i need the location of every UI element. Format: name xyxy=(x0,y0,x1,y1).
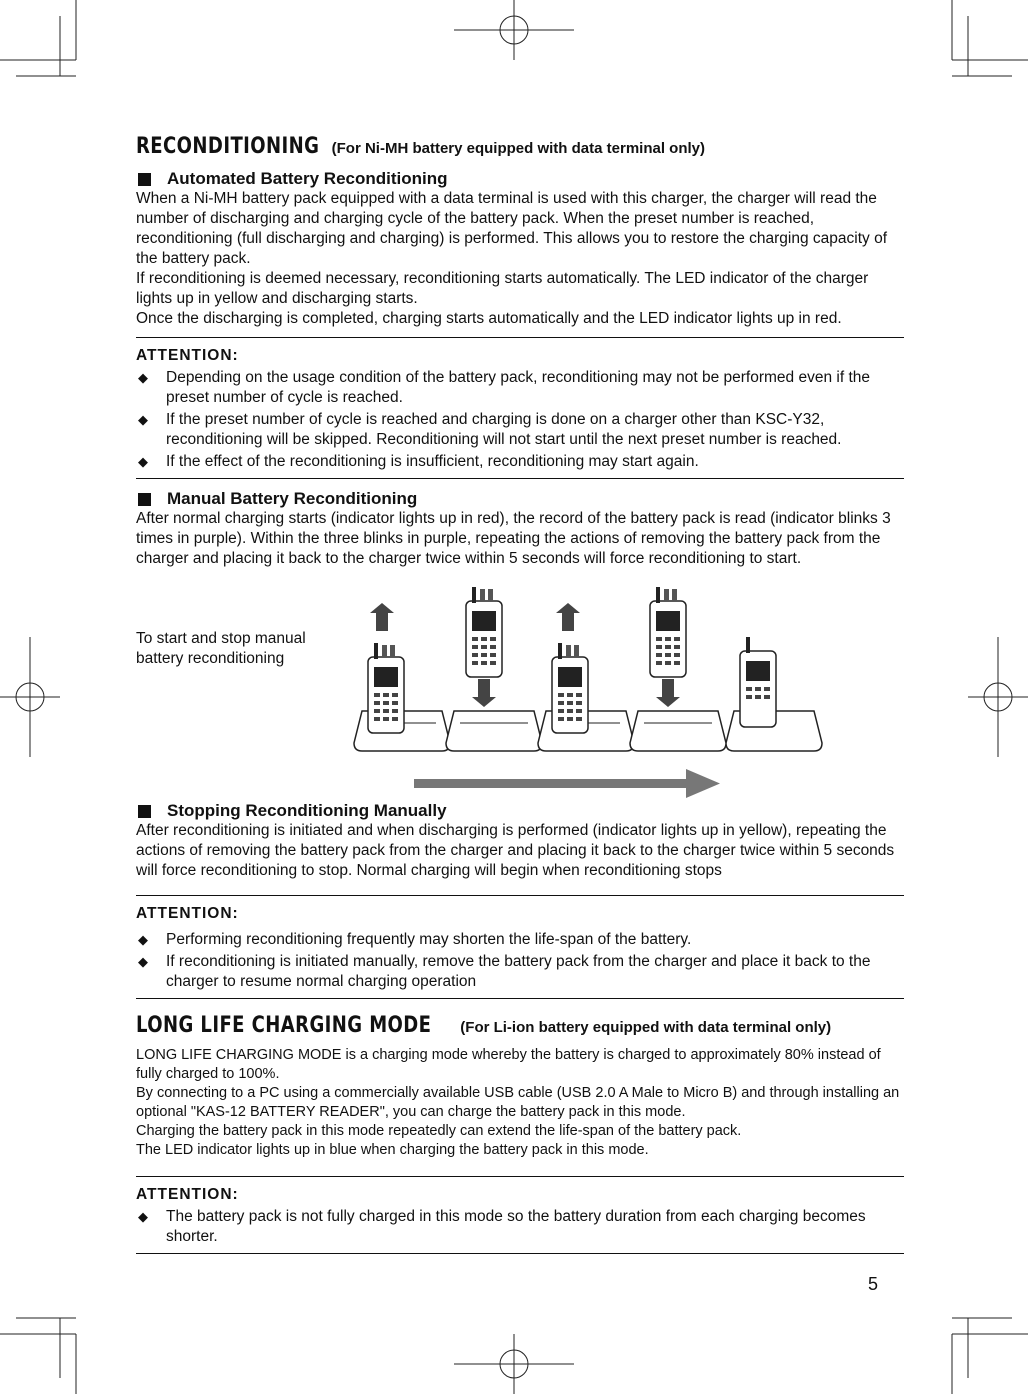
charger-cradle xyxy=(630,711,726,751)
attention-item: ◆ If the effect of the reconditioning is insufficient, reconditioning may start again. xyxy=(138,453,699,470)
diamond-bullet-icon: ◆ xyxy=(138,454,148,469)
paragraph: If reconditioning is deemed necessary, reconditioning starts automatically. The LED indicator of the charger lights up in yellow and discharging starts. xyxy=(136,270,869,307)
up-arrow-icon xyxy=(370,603,394,631)
attention-item: ◆ If reconditioning is initiated manually, remove the battery pack from the charger and place it back to the charger to resume normal charging operation xyxy=(138,953,871,990)
attention-title: ATTENTION: xyxy=(136,905,239,922)
charger-cradle xyxy=(446,711,542,751)
attention-title: ATTENTION: xyxy=(136,347,239,364)
square-bullet-icon xyxy=(138,173,151,186)
final-charger-illustration xyxy=(726,581,826,761)
attention-item: ◆ Depending on the usage condition of the battery pack, reconditioning may not be performed even if the preset number of cycle is reached. xyxy=(138,369,870,406)
section-title: LONG LIFE CHARGING MODE xyxy=(136,1013,432,1038)
automated-heading: Automated Battery Reconditioning xyxy=(136,169,904,189)
diamond-bullet-icon: ◆ xyxy=(138,932,148,947)
long-life-body xyxy=(136,1046,904,1160)
page-number: 5 xyxy=(868,1274,879,1294)
square-bullet-icon xyxy=(138,493,151,506)
paragraph: After reconditioning is initiated and when discharging is performed (indicator lights up in yellow), repeating the actions of removing the battery pack from the charger and placing it back to the charger twice within 5 seconds will force reconditioning to stop. Normal charging will begin when reconditioning stops xyxy=(136,822,895,879)
paragraph: LONG LIFE CHARGING MODE is a charging mode whereby the battery is charged to approximately 80% instead of fully charged to 100%. xyxy=(136,1047,881,1082)
diamond-bullet-icon: ◆ xyxy=(138,412,148,427)
paragraph: After normal charging starts (indicator lights up in red), the record of the battery pack is read (indicator blinks 3 times in purple). Within the three blinks in purple, repeating the actions of removing the battery pack from the charger and placing it back to the charger twice within 5 seconds will force reconditioning to start. xyxy=(136,510,891,567)
long-life-title xyxy=(136,1013,904,1038)
up-arrow-icon xyxy=(556,603,580,631)
attention-item: ◆ If the preset number of cycle is reached and charging is done on a charger other than KSC-Y32, reconditioning will be skipped. Reconditioning will not start until the next preset number is reached. xyxy=(138,411,842,448)
paragraph: Once the discharging is completed, charging starts automatically and the LED indicator lights up in red. xyxy=(136,310,842,327)
reconditioning-figure xyxy=(136,581,904,801)
attention-box xyxy=(136,895,904,999)
radio xyxy=(650,587,686,677)
diamond-bullet-icon: ◆ xyxy=(138,1209,148,1224)
attention-item: ◆ The battery pack is not fully charged in this mode so the battery duration from each charging becomes shorter. xyxy=(138,1208,866,1245)
attention-item: ◆ Performing reconditioning frequently may shorten the life-span of the battery. xyxy=(138,931,692,948)
paragraph: The LED indicator lights up in blue when charging the battery pack in this mode. xyxy=(136,1142,649,1158)
paragraph: Charging the battery pack in this mode repeatedly can extend the life-span of the battery pack. xyxy=(136,1123,742,1139)
progress-arrow-icon xyxy=(414,769,724,799)
radio xyxy=(466,587,502,677)
paragraph: When a Ni-MH battery pack equipped with a data terminal is used with this charger, the charger will read the number of discharging and charging cycle of the battery pack. When the preset number is reached, reconditioning (full discharging and charging) is performed. This allows you to restore the charging capacity of the battery pack. xyxy=(136,190,888,267)
radio xyxy=(368,643,404,733)
attention-box xyxy=(136,1176,904,1254)
page-content xyxy=(136,134,904,1254)
section-subtitle: (For Li-ion battery equipped with data terminal only) xyxy=(460,1019,832,1036)
attention-box xyxy=(136,337,904,479)
down-arrow-icon xyxy=(472,679,496,707)
figure-caption: To start and stop manual battery reconditioning xyxy=(136,630,306,667)
down-arrow-icon xyxy=(656,679,680,707)
square-bullet-icon xyxy=(138,805,151,818)
section-title: RECONDITIONING xyxy=(136,134,320,159)
stopping-heading: Stopping Reconditioning Manually xyxy=(136,801,904,821)
attention-title: ATTENTION: xyxy=(136,1186,239,1203)
charger-sequence-illustration xyxy=(346,581,736,791)
manual-heading: Manual Battery Reconditioning xyxy=(136,489,904,509)
diamond-bullet-icon: ◆ xyxy=(138,954,148,969)
paragraph: By connecting to a PC using a commercially available USB cable (USB 2.0 A Male to Micro B) and through installing an optional "KAS-12 BATTERY READER", you can charge the battery pack in this mode. xyxy=(136,1085,900,1120)
radio xyxy=(552,643,588,733)
diamond-bullet-icon: ◆ xyxy=(138,370,148,385)
section-subtitle: (For Ni-MH battery equipped with data terminal only) xyxy=(331,140,705,157)
reconditioning-title xyxy=(136,134,904,159)
